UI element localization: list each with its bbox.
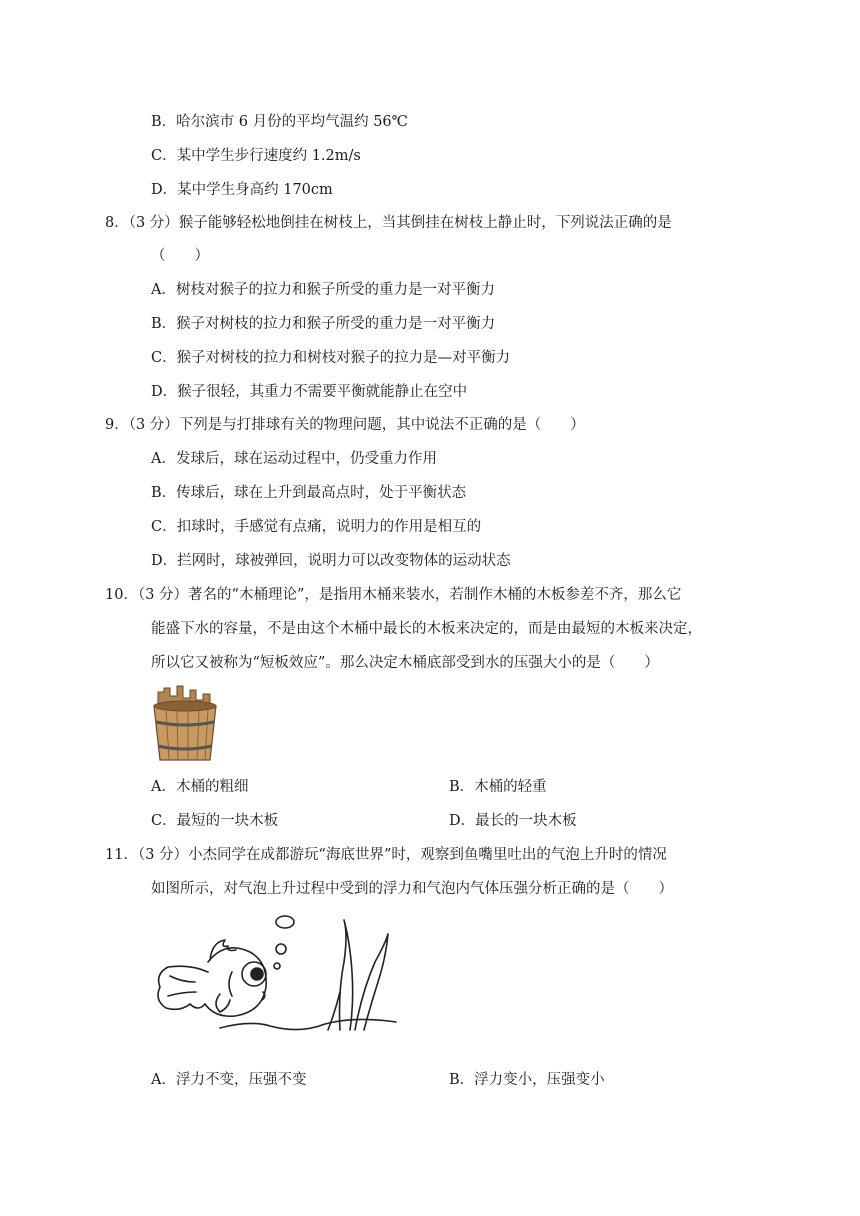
q10-stem-line1: 10．（3 分）著名的“木桶理论”，是指用木桶来装水，若制作木桶的木板参差不齐，那么它 bbox=[105, 587, 682, 603]
q8-option-d: D．猴子很轻，其重力不需要平衡就能静止在空中 bbox=[151, 384, 468, 400]
q8-option-b: B．猴子对树枝的拉力和猴子所受的重力是一对平衡力 bbox=[151, 316, 496, 332]
q7-option-d: D．某中学生身高约 170cm bbox=[151, 182, 333, 198]
q8-option-c: C．猴子对树枝的拉力和树枝对猴子的拉力是—对平衡力 bbox=[151, 350, 511, 366]
q10-option-c: C．最短的一块木板 bbox=[151, 813, 279, 829]
q11-stem-line2: 如图所示，对气泡上升过程中受到的浮力和气泡内气体压强分析正确的是（ ） bbox=[151, 881, 673, 897]
q10-option-b: B．木桶的轻重 bbox=[449, 779, 547, 795]
q8-option-a: A．树枝对猴子的拉力和猴子所受的重力是一对平衡力 bbox=[151, 282, 495, 298]
q10-option-d: D．最长的一块木板 bbox=[449, 813, 577, 829]
fish-bubbles-illustration bbox=[150, 912, 398, 1040]
wooden-bucket-illustration bbox=[150, 684, 220, 764]
q9-option-a: A．发球后，球在运动过程中，仍受重力作用 bbox=[151, 451, 437, 467]
q11-stem-line1: 11．（3 分）小杰同学在成都游玩“海底世界”时，观察到鱼嘴里吐出的气泡上升时的情况 bbox=[105, 847, 667, 863]
q9-option-d: D．拦网时，球被弹回，说明力可以改变物体的运动状态 bbox=[151, 553, 511, 569]
q8-stem-line1: 8．（3 分）猴子能够轻松地倒挂在树枝上，当其倒挂在树枝上静止时，下列说法正确的是 bbox=[105, 215, 672, 231]
q10-stem-line2: 能盛下水的容量，不是由这个木桶中最长的木板来决定的，而是由最短的木板来决定， bbox=[151, 621, 702, 637]
q10-option-a: A．木桶的粗细 bbox=[151, 779, 249, 795]
q11-option-a: A．浮力不变，压强不变 bbox=[151, 1072, 307, 1088]
q7-option-c: C．某中学生步行速度约 1.2m/s bbox=[151, 148, 361, 164]
q7-option-b: B．哈尔滨市 6 月份的平均气温约 56℃ bbox=[151, 114, 408, 130]
q10-stem-line3: 所以它又被称为“短板效应”。那么决定木桶底部受到水的压强大小的是（ ） bbox=[151, 655, 659, 671]
q8-stem-line2: （ ） bbox=[151, 248, 209, 264]
q9-option-b: B．传球后，球在上升到最高点时，处于平衡状态 bbox=[151, 485, 467, 501]
q9-option-c: C．扣球时，手感觉有点痛，说明力的作用是相互的 bbox=[151, 519, 482, 535]
q11-option-b: B．浮力变小，压强变小 bbox=[449, 1072, 605, 1088]
q9-stem: 9．（3 分）下列是与打排球有关的物理问题，其中说法不正确的是（ ） bbox=[105, 417, 585, 433]
